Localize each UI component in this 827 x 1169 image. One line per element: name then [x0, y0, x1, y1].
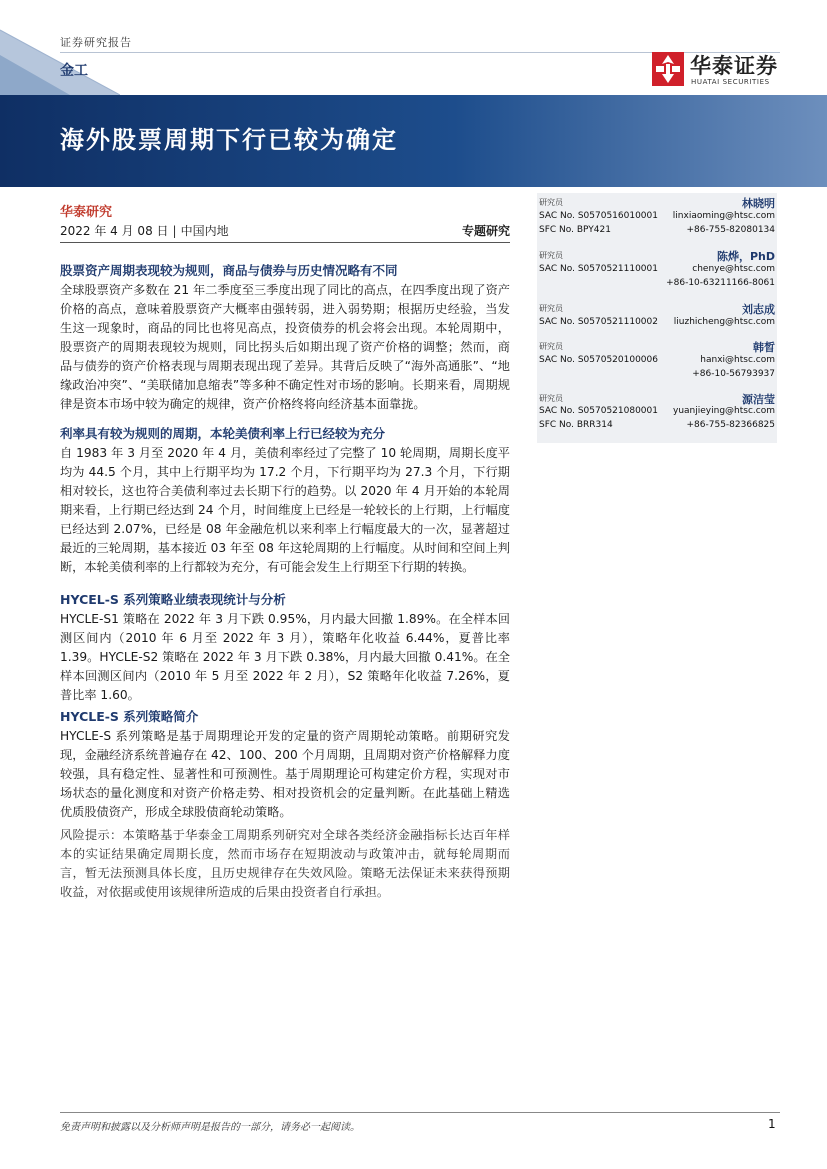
page-number: 1	[768, 1117, 776, 1131]
analyst-sac: SAC No. S0570521110002	[539, 317, 658, 327]
analyst-sac: SAC No. S0570520100006	[539, 355, 658, 365]
section-body: HYCLE-S 系列策略是基于周期理论开发的定量的资产周期轮动策略。前期研究发现，金融经济系统普遍存在 42、100、200 个月周期，且周期对资产价格解释力度较强，具有稳定性、显著性和可预测性。基于周期理论可构建定价方程，实现对市场状态的量化测度和对资产价格走势、相对投资机会的定量判断。在此基础上精选优质股债资产，形成全球股债商轮动策略。	[60, 729, 510, 819]
analyst-role: 研究员	[539, 304, 563, 313]
analyst-name: 刘志成	[742, 303, 775, 316]
section-heading: HYCLE-S 系列策略简介	[60, 709, 199, 724]
section-body: 自 1983 年 3 月至 2020 年 4 月，美债利率经过了完整了 10 轮周期，周期长度平均为 44.5 个月，其中上行期平均为 17.2 个月，下行期平均为 27.3 个月，下行期相对较长，这也符合美债利率过去长期下行的趋势。以 2020 年 4 月开始的本轮周期来看，上行期已经达到 24 个月，时间维度上已经是一轮较长的上行期，上行幅度已经达到 2.07%，已经是 08 年金融危机以来利率上行幅度最大的一次，显著超过最近的三轮周期，基本接近 03 年至 08 年这轮周期的上行幅度。从时间和空间上判断，本轮美债利率的上行都较为充分，有可能会发生上行期至下行期的转换。	[60, 446, 510, 574]
analyst-email[interactable]: linxiaoming@htsc.com	[672, 211, 775, 221]
analyst-sac: SAC No. S0570521080001	[539, 406, 658, 416]
report-kind: 专题研究	[461, 224, 510, 238]
section-heading: 利率具有较为规则的周期，本轮美债利率上行已经较为充分	[60, 426, 386, 441]
huatai-logo-icon	[652, 52, 684, 86]
meta-divider	[60, 242, 510, 243]
logo-text-en: HUATAI SECURITIES	[691, 78, 770, 86]
analyst-email[interactable]: yuanjieying@htsc.com	[673, 406, 775, 416]
separator: |	[172, 224, 177, 238]
analyst-phone: +86-755-82080134	[686, 225, 775, 235]
analyst-sfc: SFC No. BRR314	[539, 420, 613, 430]
analyst-panel	[537, 193, 777, 413]
section-body: 全球股票资产多数在 21 年二季度至三季度出现了同比的高点，在四季度出现了资产价格的高点，意味着股票资产大概率由强转弱，进入弱势期；根据历史经验，当发生这一现象时，商品的同比也将见高点，投资债券的机会将会出现。本轮周期中，股票资产的周期表现较为规则，同比拐头后如期出现了资产价格的调整；然而，商品与债券的资产价格表现与周期表现出现了差异。其背后反映了“海外高通胀”、“地缘政治冲突”、“美联储加息缩表”等多种不确定性对市场的影响。长期来看，周期规律是资本市场中较为确定的规律，资产价格终将向经济基本面靠拢。	[60, 283, 510, 411]
analyst-role: 研究员	[539, 342, 563, 351]
report-type: 证券研究报告	[60, 36, 132, 49]
analyst-role: 研究员	[539, 394, 563, 403]
section-strategy-performance	[60, 591, 510, 705]
section-strategy-intro	[60, 708, 510, 822]
analyst-sfc: SFC No. BPY421	[539, 225, 611, 235]
section-heading: 股票资产周期表现较为规则，商品与债券与历史情况略有不同	[60, 263, 398, 278]
report-title: 海外股票周期下行已较为确定	[60, 126, 398, 154]
analyst-panel-tail	[537, 406, 777, 443]
section-rate-cycle	[60, 425, 510, 577]
report-region: 中国内地	[180, 224, 229, 238]
logo-text-cn: 华泰证券	[690, 54, 778, 78]
analyst-name: 源洁莹	[742, 393, 775, 406]
huatai-logo	[652, 52, 782, 90]
footer-disclaimer: 免责声明和披露以及分析师声明是报告的一部分，请务必一起阅读。	[60, 1122, 360, 1133]
analyst-sac: SAC No. S0570521110001	[539, 264, 658, 274]
analyst-phone: +86-10-63211166-8061	[666, 278, 775, 288]
research-org: 华泰研究	[60, 205, 113, 220]
analyst-email[interactable]: liuzhicheng@htsc.com	[673, 317, 775, 327]
analyst-role: 研究员	[539, 198, 563, 207]
section-body: HYCLE-S1 策略在 2022 年 3 月下跌 0.95%，月内最大回撤 1.89%。在全样本回测区间内（2010 年 6 月至 2022 年 3 月），策略年化收益 6.44%，夏普比率 1.39。HYCLE-S2 策略在 2022 年 3 月下跌 0.38%，月内最大回撤 0.41%。在全样本回测区间内（2010 年 5 月至 2022 年 2 月），S2 策略年化收益 7.26%，夏普比率 1.60。	[60, 612, 510, 702]
analyst-name: 陈烨，PhD	[716, 250, 775, 263]
analyst-phone: +86-10-56793937	[692, 369, 775, 379]
risk-text: 风险提示：本策略基于华泰金工周期系列研究对全球各类经济金融指标长达百年样本的实证结果确定周期长度，然而市场存在短期波动与政策冲击，就每轮周期而言，暂无法预测具体长度，且历史规律存在失效风险。策略无法保证未来获得预期收益，对依据或使用该规律所造成的后果由投资者自行承担。	[60, 828, 510, 899]
analyst-phone: +86-755-82366825	[686, 420, 775, 430]
analyst-role: 研究员	[539, 251, 563, 260]
section-equity-cycle	[60, 262, 510, 414]
analyst-name: 韩晳	[753, 341, 775, 354]
analyst-sac: SAC No. S0570516010001	[539, 211, 658, 221]
risk-warning	[60, 826, 510, 902]
date-row	[60, 222, 510, 242]
report-category: 金工	[60, 63, 88, 79]
footer-divider	[60, 1112, 780, 1113]
analyst-email[interactable]: hanxi@htsc.com	[700, 355, 775, 365]
analyst-name: 林晓明	[742, 197, 775, 210]
section-heading: HYCEL-S 系列策略业绩表现统计与分析	[60, 592, 286, 607]
analyst-email[interactable]: chenye@htsc.com	[692, 264, 775, 274]
report-date: 2022 年 4 月 08 日	[60, 224, 169, 238]
